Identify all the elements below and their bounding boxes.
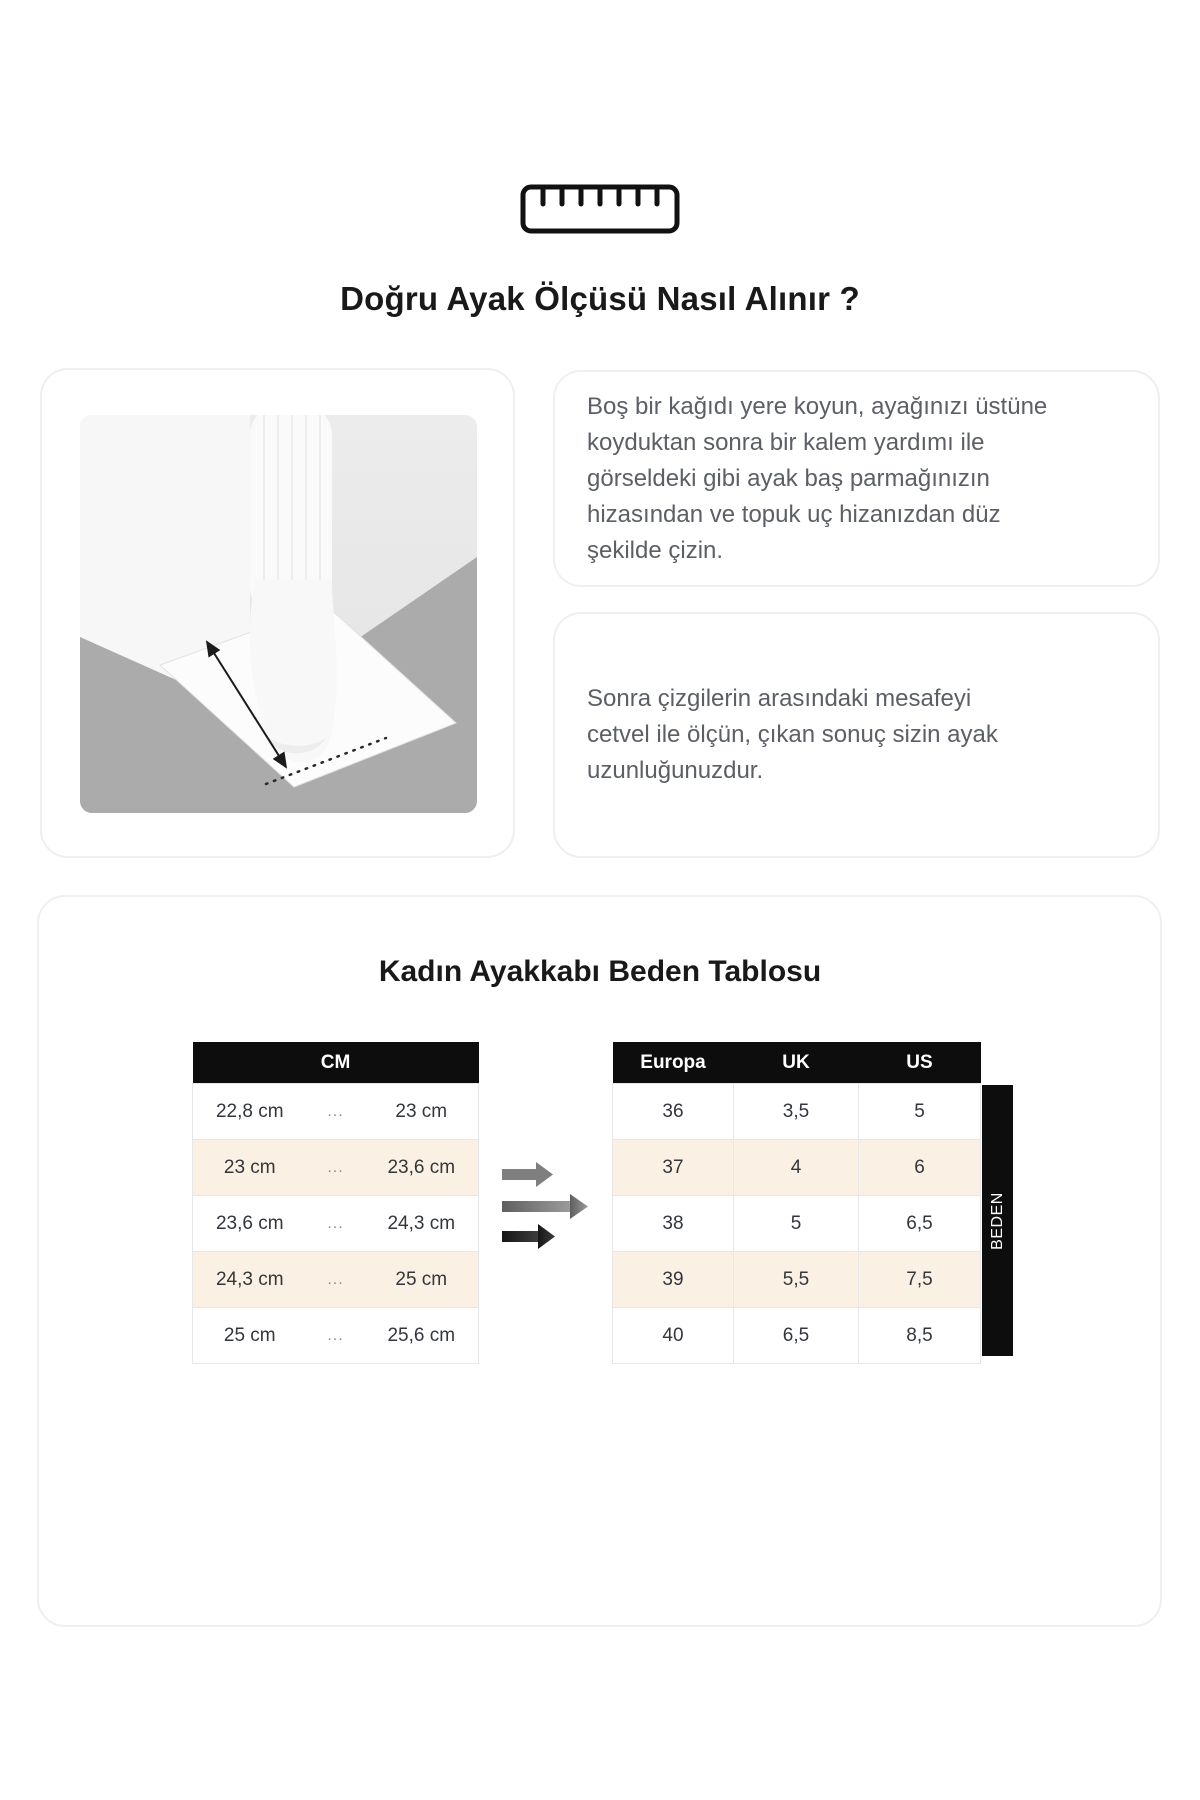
table-row <box>193 1252 479 1308</box>
table-cell: 6,5 <box>859 1196 981 1252</box>
table-cell: 23 cm <box>193 1140 307 1196</box>
table-cell: 23,6 cm <box>193 1196 307 1252</box>
cm-table-header-row <box>193 1042 479 1084</box>
instruction-card-1 <box>553 370 1160 587</box>
ruler-icon-wrap <box>0 184 1200 239</box>
line: görseldeki gibi ayak baş parmağınızın <box>587 464 990 492</box>
column-header: US <box>859 1042 981 1084</box>
line: cetvel ile ölçün, çıkan sonuç sizin ayak <box>587 721 998 748</box>
page-title: Doğru Ayak Ölçüsü Nasıl Alınır ? <box>340 280 860 317</box>
cm-table <box>192 1042 479 1364</box>
line: şekilde çizin. <box>587 536 724 564</box>
foot-measurement-illustration <box>80 415 477 813</box>
table-cell: 4 <box>734 1140 859 1196</box>
range-dots: ... <box>307 1140 365 1196</box>
line: Boş bir kağıdı yere koyun, ayağınızı üstüne <box>587 392 1048 420</box>
table-cell: 5 <box>734 1196 859 1252</box>
table-cell: 40 <box>613 1308 734 1364</box>
size-table-header-row <box>613 1042 981 1084</box>
table-row <box>193 1084 479 1140</box>
ruler-icon <box>520 184 680 234</box>
table-cell: 36 <box>613 1084 734 1140</box>
table-cell: 7,5 <box>859 1252 981 1308</box>
foot-measurement-photo <box>80 415 477 813</box>
column-header: Europa <box>613 1042 734 1084</box>
table-row <box>613 1084 981 1140</box>
photo-card <box>40 368 515 858</box>
beden-side-label <box>982 1085 1013 1356</box>
table-cell: 5 <box>859 1084 981 1140</box>
table-row <box>193 1196 479 1252</box>
beden-label-text: BEDEN <box>988 1191 1006 1250</box>
table-cell: 3,5 <box>734 1084 859 1140</box>
size-conversion-table <box>612 1042 981 1364</box>
line: koyduktan sonra bir kalem yardımı ile <box>587 428 985 456</box>
table-cell: 24,3 cm <box>193 1252 307 1308</box>
table-cell: 6,5 <box>734 1308 859 1364</box>
table-cell: 22,8 cm <box>193 1084 307 1140</box>
table-cell: 5,5 <box>734 1252 859 1308</box>
range-dots: ... <box>307 1252 365 1308</box>
size-chart-title: Kadın Ayakkabı Beden Tablosu <box>378 955 822 988</box>
arrows-right-icon <box>500 1156 592 1257</box>
table-row <box>613 1308 981 1364</box>
range-dots: ... <box>307 1084 365 1140</box>
table-cell: 37 <box>613 1140 734 1196</box>
cm-header-cell: CM <box>193 1042 479 1084</box>
instruction-card-2 <box>553 612 1160 858</box>
column-header: UK <box>734 1042 859 1084</box>
table-cell: 23 cm <box>365 1084 479 1140</box>
table-cell: 25 cm <box>193 1308 307 1364</box>
table-cell: 23,6 cm <box>365 1140 479 1196</box>
table-cell: 6 <box>859 1140 981 1196</box>
table-cell: 25 cm <box>365 1252 479 1308</box>
table-row <box>613 1140 981 1196</box>
table-cell: 24,3 cm <box>365 1196 479 1252</box>
table-cell: 38 <box>613 1196 734 1252</box>
instruction-text-1 <box>555 389 1087 569</box>
table-cell: 8,5 <box>859 1308 981 1364</box>
line: hizasından ve topuk uç hizanızdan düz <box>587 500 1001 528</box>
line: Sonra çizgilerin arasındaki mesafeyi <box>587 685 972 712</box>
table-cell: 25,6 cm <box>365 1308 479 1364</box>
table-cell: 39 <box>613 1252 734 1308</box>
line: uzunluğunuzdur. <box>587 757 764 784</box>
range-dots: ... <box>307 1196 365 1252</box>
table-row <box>613 1252 981 1308</box>
instruction-text-2 <box>555 681 1038 789</box>
range-dots: ... <box>307 1308 365 1364</box>
table-row <box>193 1308 479 1364</box>
table-row <box>613 1196 981 1252</box>
table-row <box>193 1140 479 1196</box>
